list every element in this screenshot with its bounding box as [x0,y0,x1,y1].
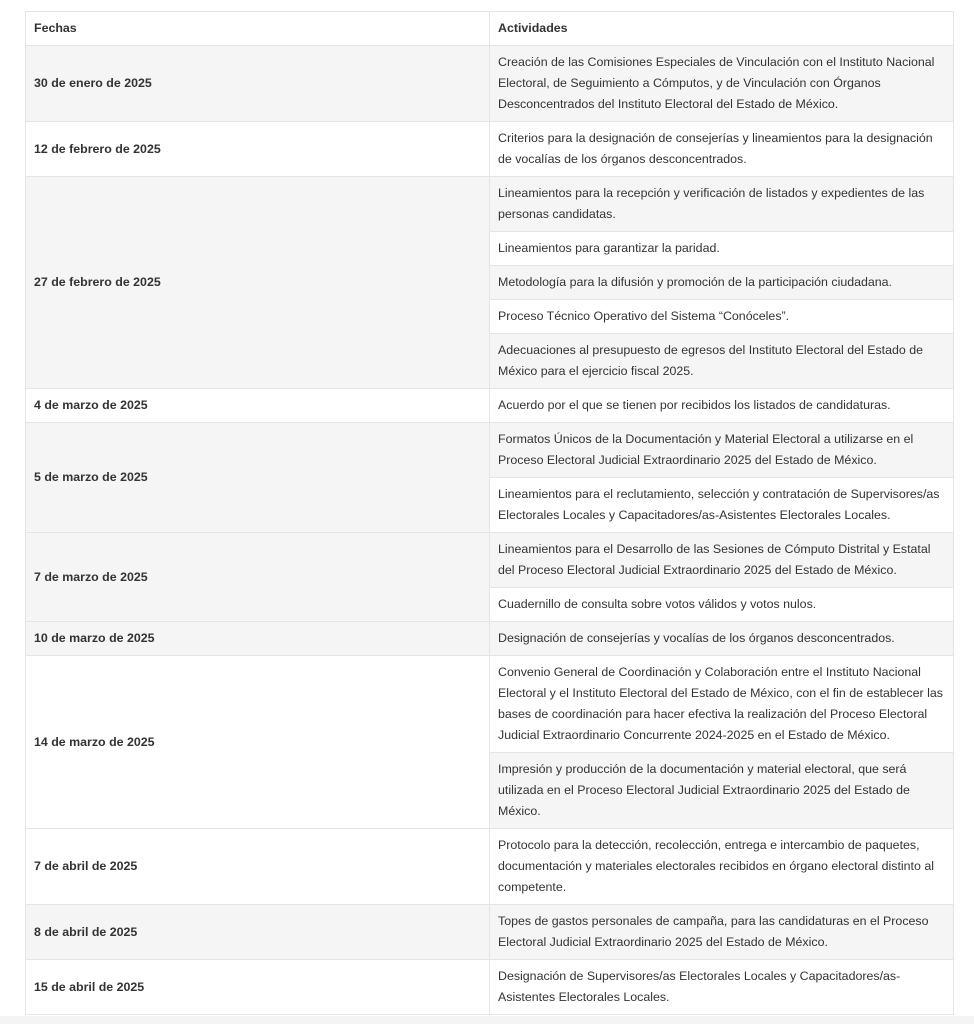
table-row [26,423,954,478]
table-row [26,622,954,656]
date-cell: 4 de marzo de 2025 [26,389,490,423]
table-row [26,905,954,960]
date-cell: 8 de abril de 2025 [26,905,490,960]
activity-cell: Adecuaciones al presupuesto de egresos del Instituto Electoral del Estado de México para el ejercicio fiscal 2025. [490,334,954,389]
header-actividades: Actividades [490,12,954,46]
header-fechas: Fechas [26,12,490,46]
date-cell: 7 de marzo de 2025 [26,533,490,622]
table-body [26,46,954,1015]
table-row [26,177,954,232]
date-cell: 12 de febrero de 2025 [26,122,490,177]
date-cell: 5 de marzo de 2025 [26,423,490,533]
activity-cell: Lineamientos para la recepción y verificación de listados y expedientes de las personas candidatas. [490,177,954,232]
activity-cell: Lineamientos para el Desarrollo de las Sesiones de Cómputo Distrital y Estatal del Proceso Electoral Judicial Extraordinario 2025 del Estado de México. [490,533,954,588]
date-cell: 7 de abril de 2025 [26,829,490,905]
date-cell: 30 de enero de 2025 [26,46,490,122]
activity-cell: Acuerdo por el que se tienen por recibidos los listados de candidaturas. [490,389,954,423]
date-cell: 27 de febrero de 2025 [26,177,490,389]
activity-cell: Metodología para la difusión y promoción de la participación ciudadana. [490,266,954,300]
table-row [26,389,954,423]
activity-cell: Lineamientos para el reclutamiento, selección y contratación de Supervisores/as Electorales Locales y Capacitadores/as-Asistentes Electorales Locales. [490,478,954,533]
activity-cell: Impresión y producción de la documentación y material electoral, que será utilizada en el Proceso Electoral Judicial Extraordinario 2025 del Estado de México. [490,753,954,829]
activity-cell: Proceso Técnico Operativo del Sistema “Conóceles”. [490,300,954,334]
activity-cell: Criterios para la designación de consejerías y lineamientos para la designación de vocalías de los órganos desconcentrados. [490,122,954,177]
activity-cell: Convenio General de Coordinación y Colaboración entre el Instituto Nacional Electoral y el Instituto Electoral del Estado de México, con el fin de establecer las bases de coordinación para hacer efectiva la realización del Proceso Electoral Judicial Extraordinario Concurrente 2024-2025 en el Estado de México. [490,656,954,753]
bottom-strip [0,1016,974,1024]
table-row [26,829,954,905]
activity-cell: Creación de las Comisiones Especiales de Vinculación con el Instituto Nacional Electoral, de Seguimiento a Cómputos, y de Vinculación con Órganos Desconcentrados del Instituto Electoral del Estado de México. [490,46,954,122]
table-row [26,656,954,753]
date-cell: 15 de abril de 2025 [26,960,490,1015]
table-row [26,122,954,177]
date-cell: 10 de marzo de 2025 [26,622,490,656]
activity-cell: Topes de gastos personales de campaña, para las candidaturas en el Proceso Electoral Judicial Extraordinario 2025 del Estado de México. [490,905,954,960]
table-header-row [26,12,954,46]
activity-cell: Protocolo para la detección, recolección, entrega e intercambio de paquetes, documentación y materiales electorales recibidos en órgano electoral distinto al competente. [490,829,954,905]
activity-cell: Cuadernillo de consulta sobre votos válidos y votos nulos. [490,588,954,622]
activities-table [25,11,954,1015]
activity-cell: Formatos Únicos de la Documentación y Material Electoral a utilizarse en el Proceso Electoral Judicial Extraordinario 2025 del Estado de México. [490,423,954,478]
table-row [26,960,954,1015]
table-row [26,46,954,122]
activity-cell: Designación de Supervisores/as Electorales Locales y Capacitadores/as-Asistentes Electorales Locales. [490,960,954,1015]
date-cell: 14 de marzo de 2025 [26,656,490,829]
activity-cell: Designación de consejerías y vocalías de los órganos desconcentrados. [490,622,954,656]
table-row [26,533,954,588]
activity-cell: Lineamientos para garantizar la paridad. [490,232,954,266]
